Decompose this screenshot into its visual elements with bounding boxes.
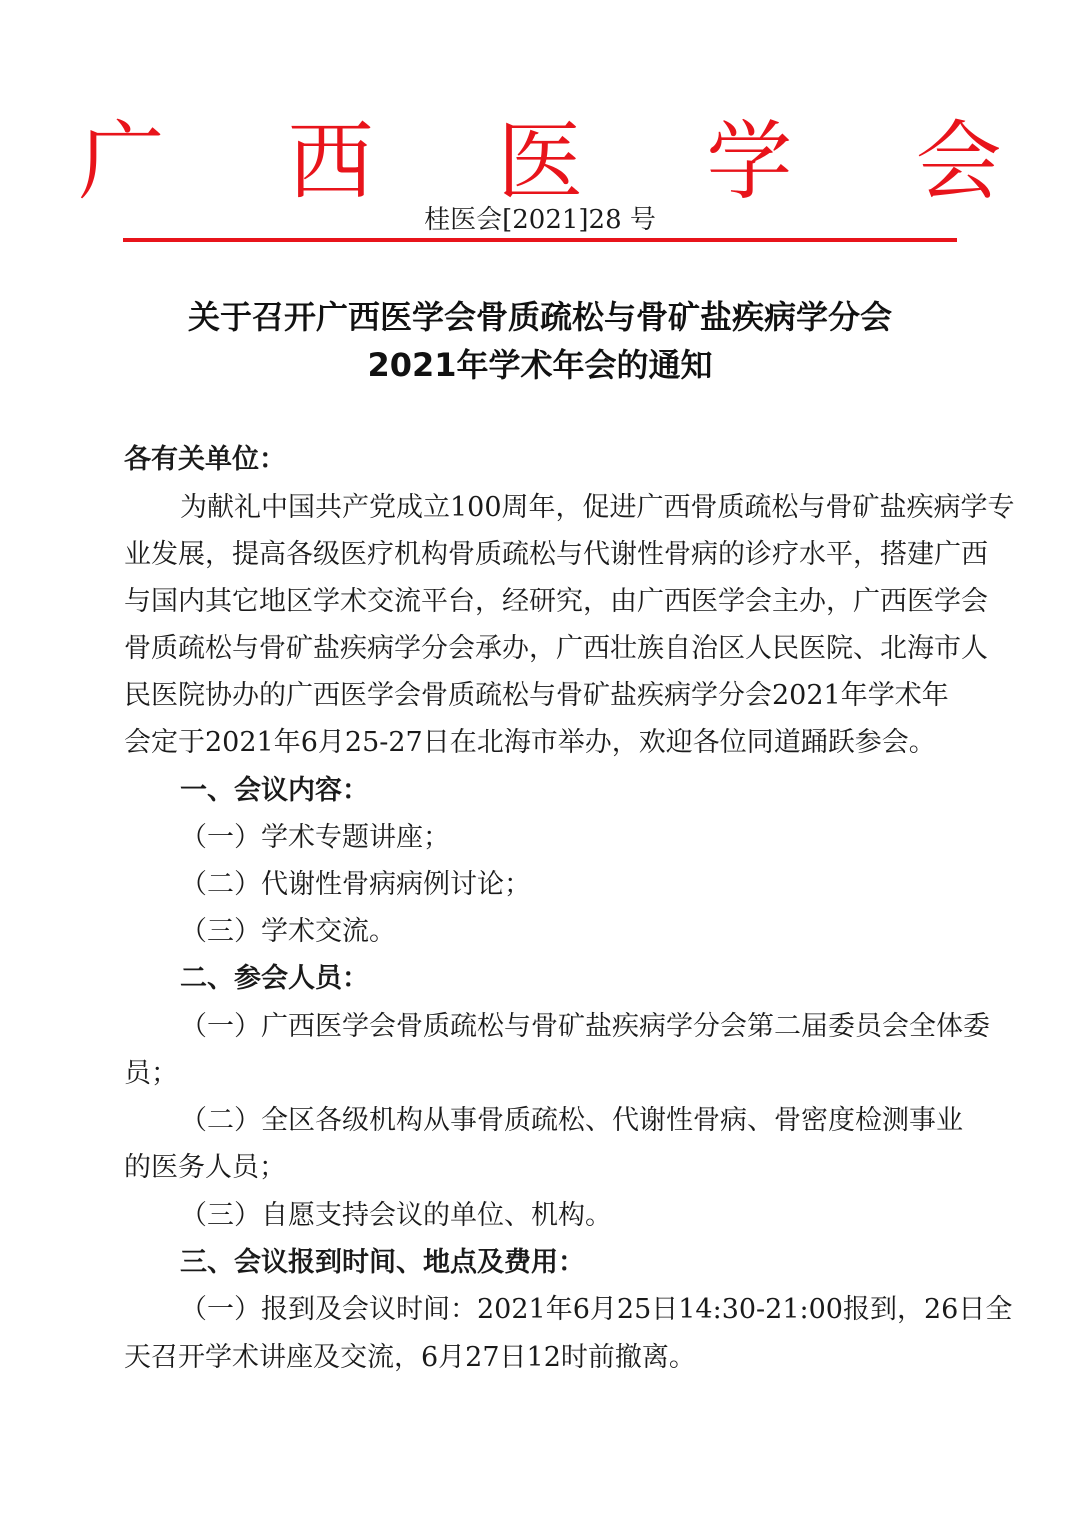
section-2-heading: 二、参会人员： [180,963,369,994]
intro-line: 为献礼中国共产党成立100周年，促进广西骨质疏松与骨矿盐疾病学专 [180,492,1015,523]
section-3-item-1-cont: 天召开学术讲座及交流，6月27日12时前撤离。 [124,1342,696,1373]
section-2-item-2: （二）全区各级机构从事骨质疏松、代谢性骨病、骨密度检测事业 [180,1105,963,1136]
section-2-item-1: （一）广西医学会骨质疏松与骨矿盐疾病学分会第二届委员会全体委 [180,1011,990,1042]
intro-line: 与国内其它地区学术交流平台，经研究，由广西医学会主办，广西医学会 [124,586,988,617]
notice-title-line-1: 关于召开广西医学会骨质疏松与骨矿盐疾病学分会 [187,298,892,336]
section-3-item-1: （一）报到及会议时间：2021年6月25日14:30-21:00报到，26日全 [180,1294,1013,1325]
salutation: 各有关单位： [124,444,286,475]
section-2-item-1-cont: 员； [124,1058,178,1089]
section-1-item: （二）代谢性骨病病例讨论； [180,869,531,900]
document-number: 桂医会[2021]28 号 [424,205,656,235]
letterhead-divider [123,238,957,242]
section-2-item-3: （三）自愿支持会议的单位、机构。 [180,1200,612,1231]
section-2-item-2-cont: 的医务人员； [124,1152,286,1183]
intro-line: 民医院协办的广西医学会骨质疏松与骨矿盐疾病学分会2021年学术年 [124,680,949,711]
section-1-item: （一）学术专题讲座； [180,822,450,853]
notice-title-line-2: 2021年学术年会的通知 [367,346,713,384]
section-3-heading: 三、会议报到时间、地点及费用： [180,1247,585,1278]
section-1-heading: 一、会议内容： [180,775,369,806]
intro-line: 业发展，提高各级医疗机构骨质疏松与代谢性骨病的诊疗水平，搭建广西 [124,539,988,570]
section-1-item: （三）学术交流。 [180,916,396,947]
organization-letterhead: 广 西 医 学 会 [78,112,1050,212]
intro-line: 骨质疏松与骨矿盐疾病学分会承办，广西壮族自治区人民医院、北海市人 [124,633,988,664]
intro-line: 会定于2021年6月25-27日在北海市举办，欢迎各位同道踊跃参会。 [124,727,936,758]
